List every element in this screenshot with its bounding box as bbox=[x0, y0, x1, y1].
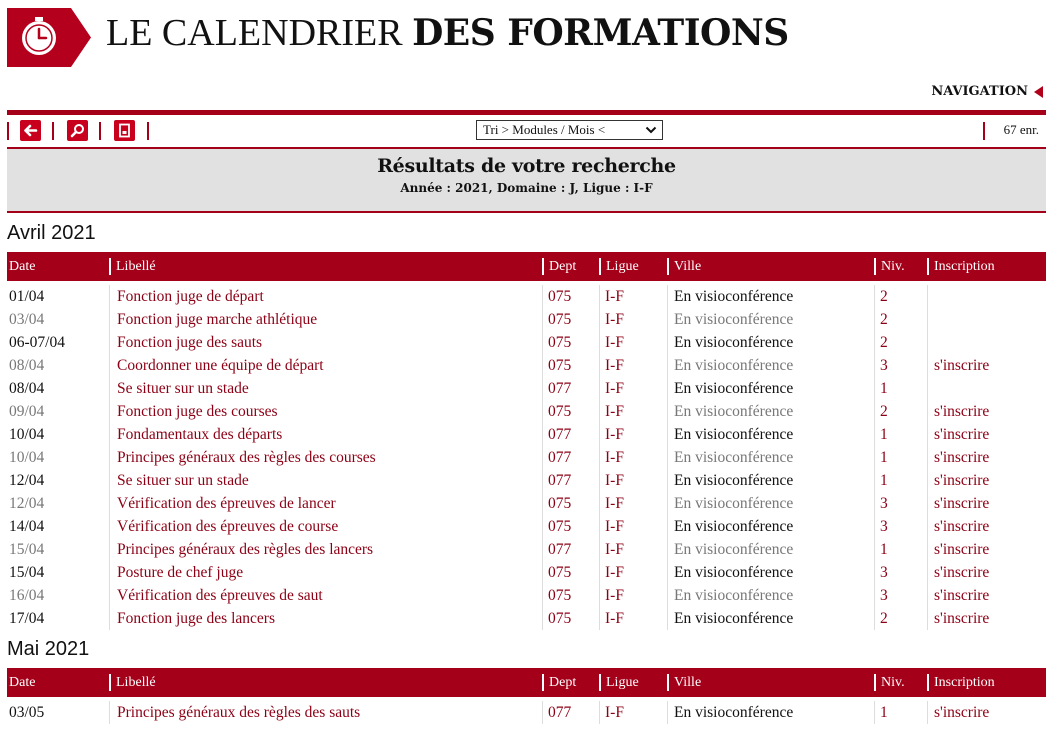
table-row[interactable] bbox=[7, 607, 1046, 630]
column-header-niv: Niv. bbox=[874, 674, 905, 691]
cell-date: 14/04 bbox=[9, 518, 45, 535]
cell-inscription[interactable]: s'inscrire bbox=[927, 492, 989, 515]
results-bottom-border bbox=[7, 211, 1046, 213]
cell-dept: 075 bbox=[542, 400, 571, 423]
page-title bbox=[106, 8, 789, 58]
table-row[interactable] bbox=[7, 400, 1046, 423]
cell-ligue: I-F bbox=[599, 492, 624, 515]
toolbar-divider bbox=[7, 122, 9, 140]
toolbar-divider bbox=[99, 122, 101, 140]
toolbar bbox=[7, 116, 1046, 146]
cell-libelle[interactable]: Vérification des épreuves de lancer bbox=[109, 492, 336, 515]
cell-inscription bbox=[927, 377, 934, 400]
cell-ville: En visioconférence bbox=[667, 515, 793, 538]
table-row[interactable] bbox=[7, 308, 1046, 331]
navigation-label: NAVIGATION bbox=[931, 84, 1028, 99]
cell-date: 17/04 bbox=[9, 610, 45, 627]
cell-libelle[interactable]: Fondamentaux des départs bbox=[109, 423, 282, 446]
cell-libelle[interactable]: Principes généraux des règles des lancers bbox=[109, 538, 373, 561]
cell-ligue: I-F bbox=[599, 308, 624, 331]
cell-inscription[interactable]: s'inscrire bbox=[927, 423, 989, 446]
cell-dept: 075 bbox=[542, 561, 571, 584]
search-button[interactable] bbox=[67, 120, 88, 141]
cell-dept: 077 bbox=[542, 423, 571, 446]
cell-ligue: I-F bbox=[599, 538, 624, 561]
cell-libelle[interactable]: Fonction juge des lancers bbox=[109, 607, 275, 630]
cell-ligue: I-F bbox=[599, 285, 624, 308]
cell-libelle[interactable]: Coordonner une équipe de départ bbox=[109, 354, 324, 377]
cell-ville: En visioconférence bbox=[667, 308, 793, 331]
cell-niv: 1 bbox=[874, 423, 888, 446]
search-icon bbox=[70, 123, 85, 138]
cell-libelle[interactable]: Principes généraux des règles des sauts bbox=[109, 701, 360, 724]
table-header bbox=[7, 668, 1046, 697]
cell-dept: 075 bbox=[542, 607, 571, 630]
results-title: Résultats de votre recherche bbox=[377, 155, 676, 177]
cell-libelle[interactable]: Vérification des épreuves de saut bbox=[109, 584, 323, 607]
navigation-link[interactable] bbox=[931, 84, 1043, 99]
cell-date: 15/04 bbox=[9, 564, 45, 581]
cell-inscription[interactable]: s'inscrire bbox=[927, 515, 989, 538]
cell-ligue: I-F bbox=[599, 469, 624, 492]
toolbar-divider bbox=[983, 122, 985, 140]
toolbar-divider bbox=[52, 122, 54, 140]
cell-date: 10/04 bbox=[9, 426, 45, 443]
cell-ligue: I-F bbox=[599, 377, 624, 400]
column-header-ville: Ville bbox=[667, 674, 701, 691]
toolbar-top-border bbox=[7, 110, 1046, 115]
cell-libelle[interactable]: Fonction juge des courses bbox=[109, 400, 278, 423]
cell-ville: En visioconférence bbox=[667, 331, 793, 354]
cell-libelle[interactable]: Fonction juge de départ bbox=[109, 285, 264, 308]
cell-ville: En visioconférence bbox=[667, 538, 793, 561]
column-header-inscription: Inscription bbox=[927, 674, 995, 691]
table-row[interactable] bbox=[7, 446, 1046, 469]
cell-date: 06-07/04 bbox=[9, 334, 65, 351]
cell-dept: 075 bbox=[542, 285, 571, 308]
cell-ligue: I-F bbox=[599, 584, 624, 607]
cell-libelle[interactable]: Posture de chef juge bbox=[109, 561, 243, 584]
cell-dept: 075 bbox=[542, 354, 571, 377]
cell-date: 15/04 bbox=[9, 541, 45, 558]
table-row[interactable] bbox=[7, 331, 1046, 354]
cell-dept: 075 bbox=[542, 584, 571, 607]
cell-niv: 2 bbox=[874, 308, 888, 331]
table-row[interactable] bbox=[7, 584, 1046, 607]
cell-niv: 2 bbox=[874, 285, 888, 308]
cell-date: 03/04 bbox=[9, 311, 45, 328]
table-row[interactable] bbox=[7, 561, 1046, 584]
cell-ville: En visioconférence bbox=[667, 607, 793, 630]
cell-ville: En visioconférence bbox=[667, 446, 793, 469]
cell-ligue: I-F bbox=[599, 446, 624, 469]
cell-inscription[interactable]: s'inscrire bbox=[927, 701, 989, 724]
cell-inscription[interactable]: s'inscrire bbox=[927, 400, 989, 423]
cell-dept: 075 bbox=[542, 492, 571, 515]
column-header-ville: Ville bbox=[667, 258, 701, 275]
cell-niv: 3 bbox=[874, 515, 888, 538]
cell-niv: 1 bbox=[874, 377, 888, 400]
cell-date: 12/04 bbox=[9, 495, 45, 512]
table-row[interactable] bbox=[7, 423, 1046, 446]
cell-libelle[interactable]: Se situer sur un stade bbox=[109, 377, 249, 400]
cell-ligue: I-F bbox=[599, 423, 624, 446]
cell-ville: En visioconférence bbox=[667, 423, 793, 446]
table-row[interactable] bbox=[7, 377, 1046, 400]
cell-ville: En visioconférence bbox=[667, 285, 793, 308]
cell-inscription bbox=[927, 308, 934, 331]
cell-niv: 3 bbox=[874, 354, 888, 377]
cell-dept: 077 bbox=[542, 446, 571, 469]
record-count: 67 enr. bbox=[1003, 122, 1039, 137]
table-row[interactable] bbox=[7, 354, 1046, 377]
column-header-date: Date bbox=[9, 259, 36, 274]
cell-niv: 3 bbox=[874, 561, 888, 584]
cell-ville: En visioconférence bbox=[667, 492, 793, 515]
cell-dept: 077 bbox=[542, 469, 571, 492]
document-button[interactable] bbox=[114, 120, 135, 141]
chevron-down-icon bbox=[645, 125, 657, 135]
column-header-inscription: Inscription bbox=[927, 258, 995, 275]
back-icon bbox=[23, 123, 38, 138]
cell-libelle[interactable]: Fonction juge marche athlétique bbox=[109, 308, 317, 331]
cell-ligue: I-F bbox=[599, 354, 624, 377]
column-header-niv: Niv. bbox=[874, 258, 905, 275]
cell-date: 16/04 bbox=[9, 587, 45, 604]
cell-niv: 1 bbox=[874, 469, 888, 492]
cell-niv: 3 bbox=[874, 584, 888, 607]
cell-inscription bbox=[927, 285, 934, 308]
cell-inscription[interactable]: s'inscrire bbox=[927, 446, 989, 469]
column-header-libelle: Libellé bbox=[109, 258, 156, 275]
column-header-libelle: Libellé bbox=[109, 674, 156, 691]
cell-niv: 2 bbox=[874, 331, 888, 354]
title-bold: DES FORMATIONS bbox=[412, 12, 789, 54]
clock-logo bbox=[7, 8, 91, 67]
cell-date: 10/04 bbox=[9, 449, 45, 466]
column-header-ligue: Ligue bbox=[599, 674, 639, 691]
cell-niv: 1 bbox=[874, 538, 888, 561]
cell-ville: En visioconférence bbox=[667, 561, 793, 584]
cell-dept: 077 bbox=[542, 538, 571, 561]
cell-date: 01/04 bbox=[9, 288, 45, 305]
cell-dept: 075 bbox=[542, 331, 571, 354]
results-banner bbox=[7, 149, 1046, 211]
cell-ligue: I-F bbox=[599, 561, 624, 584]
column-header-dept: Dept bbox=[542, 258, 576, 275]
cell-date: 09/04 bbox=[9, 403, 45, 420]
table-row[interactable] bbox=[7, 469, 1046, 492]
cell-ligue: I-F bbox=[599, 701, 624, 724]
cell-inscription[interactable]: s'inscrire bbox=[927, 607, 989, 630]
sort-select-value: Tri > Modules / Mois < bbox=[483, 122, 606, 137]
toolbar-divider bbox=[147, 122, 149, 140]
table-row[interactable] bbox=[7, 285, 1046, 308]
cell-inscription[interactable]: s'inscrire bbox=[927, 538, 989, 561]
cell-ligue: I-F bbox=[599, 331, 624, 354]
cell-date: 08/04 bbox=[9, 380, 45, 397]
cell-libelle[interactable]: Se situer sur un stade bbox=[109, 469, 249, 492]
cell-libelle[interactable]: Principes généraux des règles des courses bbox=[109, 446, 376, 469]
document-icon bbox=[117, 123, 132, 138]
cell-inscription bbox=[927, 331, 934, 354]
column-header-date: Date bbox=[9, 675, 36, 690]
cell-date: 12/04 bbox=[9, 472, 45, 489]
table-row[interactable] bbox=[7, 492, 1046, 515]
cell-niv: 1 bbox=[874, 701, 888, 724]
cell-niv: 3 bbox=[874, 492, 888, 515]
sort-select[interactable] bbox=[476, 120, 663, 140]
table-row[interactable] bbox=[7, 701, 1046, 724]
cell-ville: En visioconférence bbox=[667, 701, 793, 724]
cell-ligue: I-F bbox=[599, 515, 624, 538]
cell-niv: 1 bbox=[874, 446, 888, 469]
cell-dept: 075 bbox=[542, 308, 571, 331]
back-button[interactable] bbox=[20, 120, 41, 141]
month-heading: Mai 2021 bbox=[7, 638, 90, 660]
cell-date: 08/04 bbox=[9, 357, 45, 374]
cell-ville: En visioconférence bbox=[667, 400, 793, 423]
cell-dept: 075 bbox=[542, 515, 571, 538]
cell-niv: 2 bbox=[874, 607, 888, 630]
cell-ville: En visioconférence bbox=[667, 354, 793, 377]
table-row[interactable] bbox=[7, 538, 1046, 561]
cell-ville: En visioconférence bbox=[667, 469, 793, 492]
title-light: LE CALENDRIER bbox=[106, 12, 413, 54]
cell-inscription[interactable]: s'inscrire bbox=[927, 469, 989, 492]
table-row[interactable] bbox=[7, 515, 1046, 538]
cell-ville: En visioconférence bbox=[667, 377, 793, 400]
cell-ville: En visioconférence bbox=[667, 584, 793, 607]
results-criteria: Année : 2021, Domaine : J, Ligue : I-F bbox=[400, 181, 653, 195]
cell-ligue: I-F bbox=[599, 400, 624, 423]
month-heading: Avril 2021 bbox=[7, 222, 96, 244]
cell-inscription[interactable]: s'inscrire bbox=[927, 354, 989, 377]
cell-inscription[interactable]: s'inscrire bbox=[927, 584, 989, 607]
triangle-left-icon bbox=[1034, 86, 1043, 98]
table-header bbox=[7, 252, 1046, 281]
cell-date: 03/05 bbox=[9, 704, 45, 721]
cell-libelle[interactable]: Vérification des épreuves de course bbox=[109, 515, 338, 538]
cell-dept: 077 bbox=[542, 701, 571, 724]
cell-niv: 2 bbox=[874, 400, 888, 423]
column-header-dept: Dept bbox=[542, 674, 576, 691]
cell-ligue: I-F bbox=[599, 607, 624, 630]
column-header-ligue: Ligue bbox=[599, 258, 639, 275]
cell-inscription[interactable]: s'inscrire bbox=[927, 561, 989, 584]
cell-dept: 077 bbox=[542, 377, 571, 400]
cell-libelle[interactable]: Fonction juge des sauts bbox=[109, 331, 262, 354]
